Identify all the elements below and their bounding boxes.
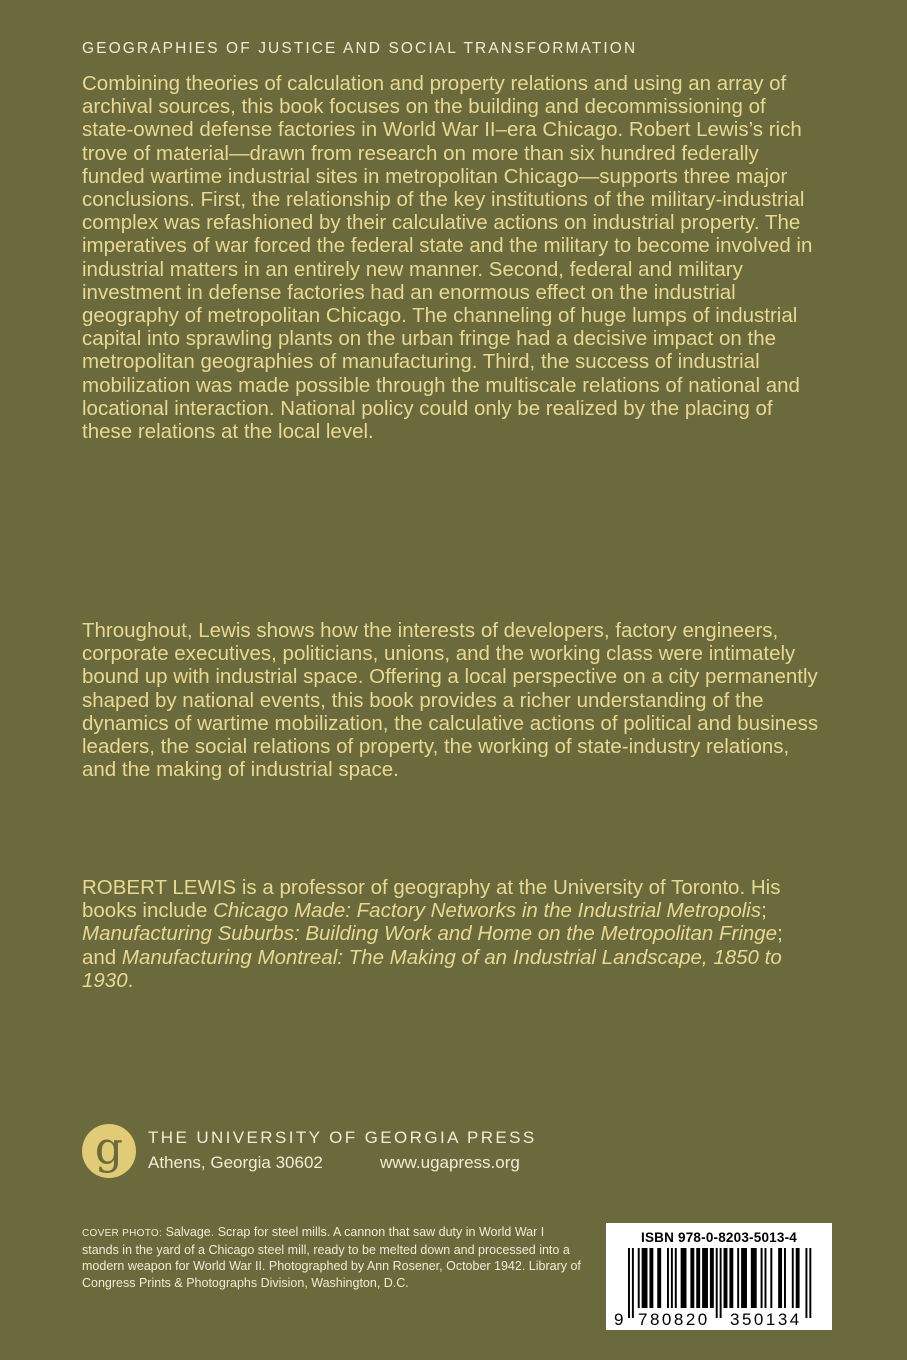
barcode-bar bbox=[710, 1248, 714, 1308]
barcode-bar bbox=[642, 1248, 648, 1308]
barcode-bar bbox=[671, 1248, 673, 1308]
barcode-bar bbox=[770, 1248, 772, 1308]
barcode-bar bbox=[649, 1248, 653, 1308]
series-title: GEOGRAPHIES OF JUSTICE AND SOCIAL TRANSFORMATION bbox=[82, 40, 638, 57]
description-paragraph-2: Throughout, Lewis shows how the interests of developers, factory engineers, corporate executives, politicians, unions, and the working class were intimately bound up with industrial space. Offering a local perspective on a city permanently shaped by national events, this book provides a richer understanding of the dynamics of wartime mobilization, the calculative actions of political and business leaders, the social relations of property, the working of state-industry relations, and the making of industrial space. bbox=[82, 619, 819, 782]
barcode-bar bbox=[696, 1248, 700, 1308]
barcode-bar bbox=[737, 1248, 739, 1308]
publisher-url: www.ugapress.org bbox=[380, 1153, 520, 1172]
barcode-lead-digit: 9 bbox=[614, 1310, 624, 1328]
barcode-bar bbox=[729, 1248, 733, 1308]
book-title-1: Chicago Made: Factory Networks in the Industrial Metropolis bbox=[213, 899, 762, 923]
barcode-right-digits: 350134 bbox=[730, 1310, 802, 1328]
barcode-bar bbox=[657, 1248, 661, 1308]
barcode-bar bbox=[724, 1248, 728, 1308]
barcode-bar bbox=[792, 1248, 794, 1308]
press-logo-icon bbox=[82, 1124, 136, 1178]
barcode-bar bbox=[796, 1248, 800, 1308]
barcode-bar bbox=[632, 1248, 634, 1318]
bio-separator-2: ; and bbox=[82, 922, 783, 969]
barcode-bar bbox=[751, 1248, 757, 1308]
barcode-bar bbox=[675, 1248, 677, 1308]
bio-separator-1: ; bbox=[761, 899, 767, 923]
description-paragraph-1: Combining theories of calculation and property relations and using an array of archival sources, this book focuses on the building and decommissioning of state-owned defense factories in World War II–era Chicago. Robert Lewis’s rich trove of material—drawn from research on more than six hundred federally funded wartime industrial sites in metropolitan Chicago—supports three major conclusions. First, the relationship of the key institutions of the military-industrial complex was refashioned by their calculative actions on industrial property. The imperatives of war forced the federal state and the military to become involved in industrial matters in an entirely new manner. Second, federal and military investment in defense factories had an enormous effect on the industrial geography of metropolitan Chicago. The channeling of huge lumps of industrial capital into sprawling plants on the urban fringe had a decisive impact on the metropolitan geographies of manufacturing. Third, the success of industrial mobilization was made possible through the multiscale relations of national and locational interaction. National policy could only be realized by the placing of these relations at the local level. bbox=[82, 72, 813, 444]
barcode-bar bbox=[638, 1248, 640, 1308]
bio-end: . bbox=[127, 968, 134, 992]
barcode-bar bbox=[720, 1248, 722, 1318]
barcode-bar bbox=[628, 1248, 630, 1318]
barcode-left-digits: 780820 bbox=[638, 1310, 710, 1328]
barcode-bar bbox=[805, 1248, 807, 1318]
barcode-bar bbox=[741, 1248, 747, 1308]
barcode-bars bbox=[628, 1248, 811, 1318]
barcode-bar bbox=[702, 1248, 708, 1308]
book-title-2: Manufacturing Suburbs: Building Work and Home on the Metropolitan Fringe bbox=[82, 922, 778, 946]
isbn-barcode bbox=[606, 1223, 832, 1330]
publisher-address: Athens, Georgia 30602 bbox=[148, 1153, 323, 1172]
press-logo-letter: g bbox=[94, 1123, 124, 1174]
publisher-name: THE UNIVERSITY OF GEORGIA PRESS bbox=[148, 1128, 537, 1147]
barcode-bar bbox=[778, 1248, 782, 1308]
author-bio-intro: is a professor of geography at the University of Toronto. His books include bbox=[82, 876, 781, 923]
barcode-bar bbox=[784, 1248, 786, 1308]
barcode-graphic bbox=[612, 1248, 826, 1328]
barcode-bar bbox=[716, 1248, 718, 1318]
barcode-bar bbox=[765, 1248, 767, 1308]
isbn-label: ISBN 978-0-8203-5013-4 bbox=[641, 1230, 797, 1245]
cover-photo-text: Salvage. Scrap for steel mills. A cannon that saw duty in World War I stands in the yard of a Chicago steel mill, ready to be melted down and processed into a modern weapon for World War II. Photographed by Ann Rosener, October 1942. Library of Congress Prints & Photographs Division, Washington, D.C. bbox=[82, 1225, 581, 1290]
barcode-bar bbox=[667, 1248, 669, 1308]
author-bio bbox=[82, 876, 822, 992]
book-title-3: Manufacturing Montreal: The Making of an Industrial Landscape, 1850 to 1930 bbox=[82, 945, 782, 992]
cover-photo-label: COVER PHOTO: bbox=[82, 1228, 163, 1239]
barcode-bar bbox=[681, 1248, 687, 1308]
barcode-bar bbox=[690, 1248, 694, 1308]
barcode-bar bbox=[809, 1248, 811, 1318]
author-name: ROBERT LEWIS bbox=[82, 876, 237, 899]
barcode-bar bbox=[761, 1248, 763, 1308]
cover-photo-credit bbox=[82, 1224, 582, 1291]
